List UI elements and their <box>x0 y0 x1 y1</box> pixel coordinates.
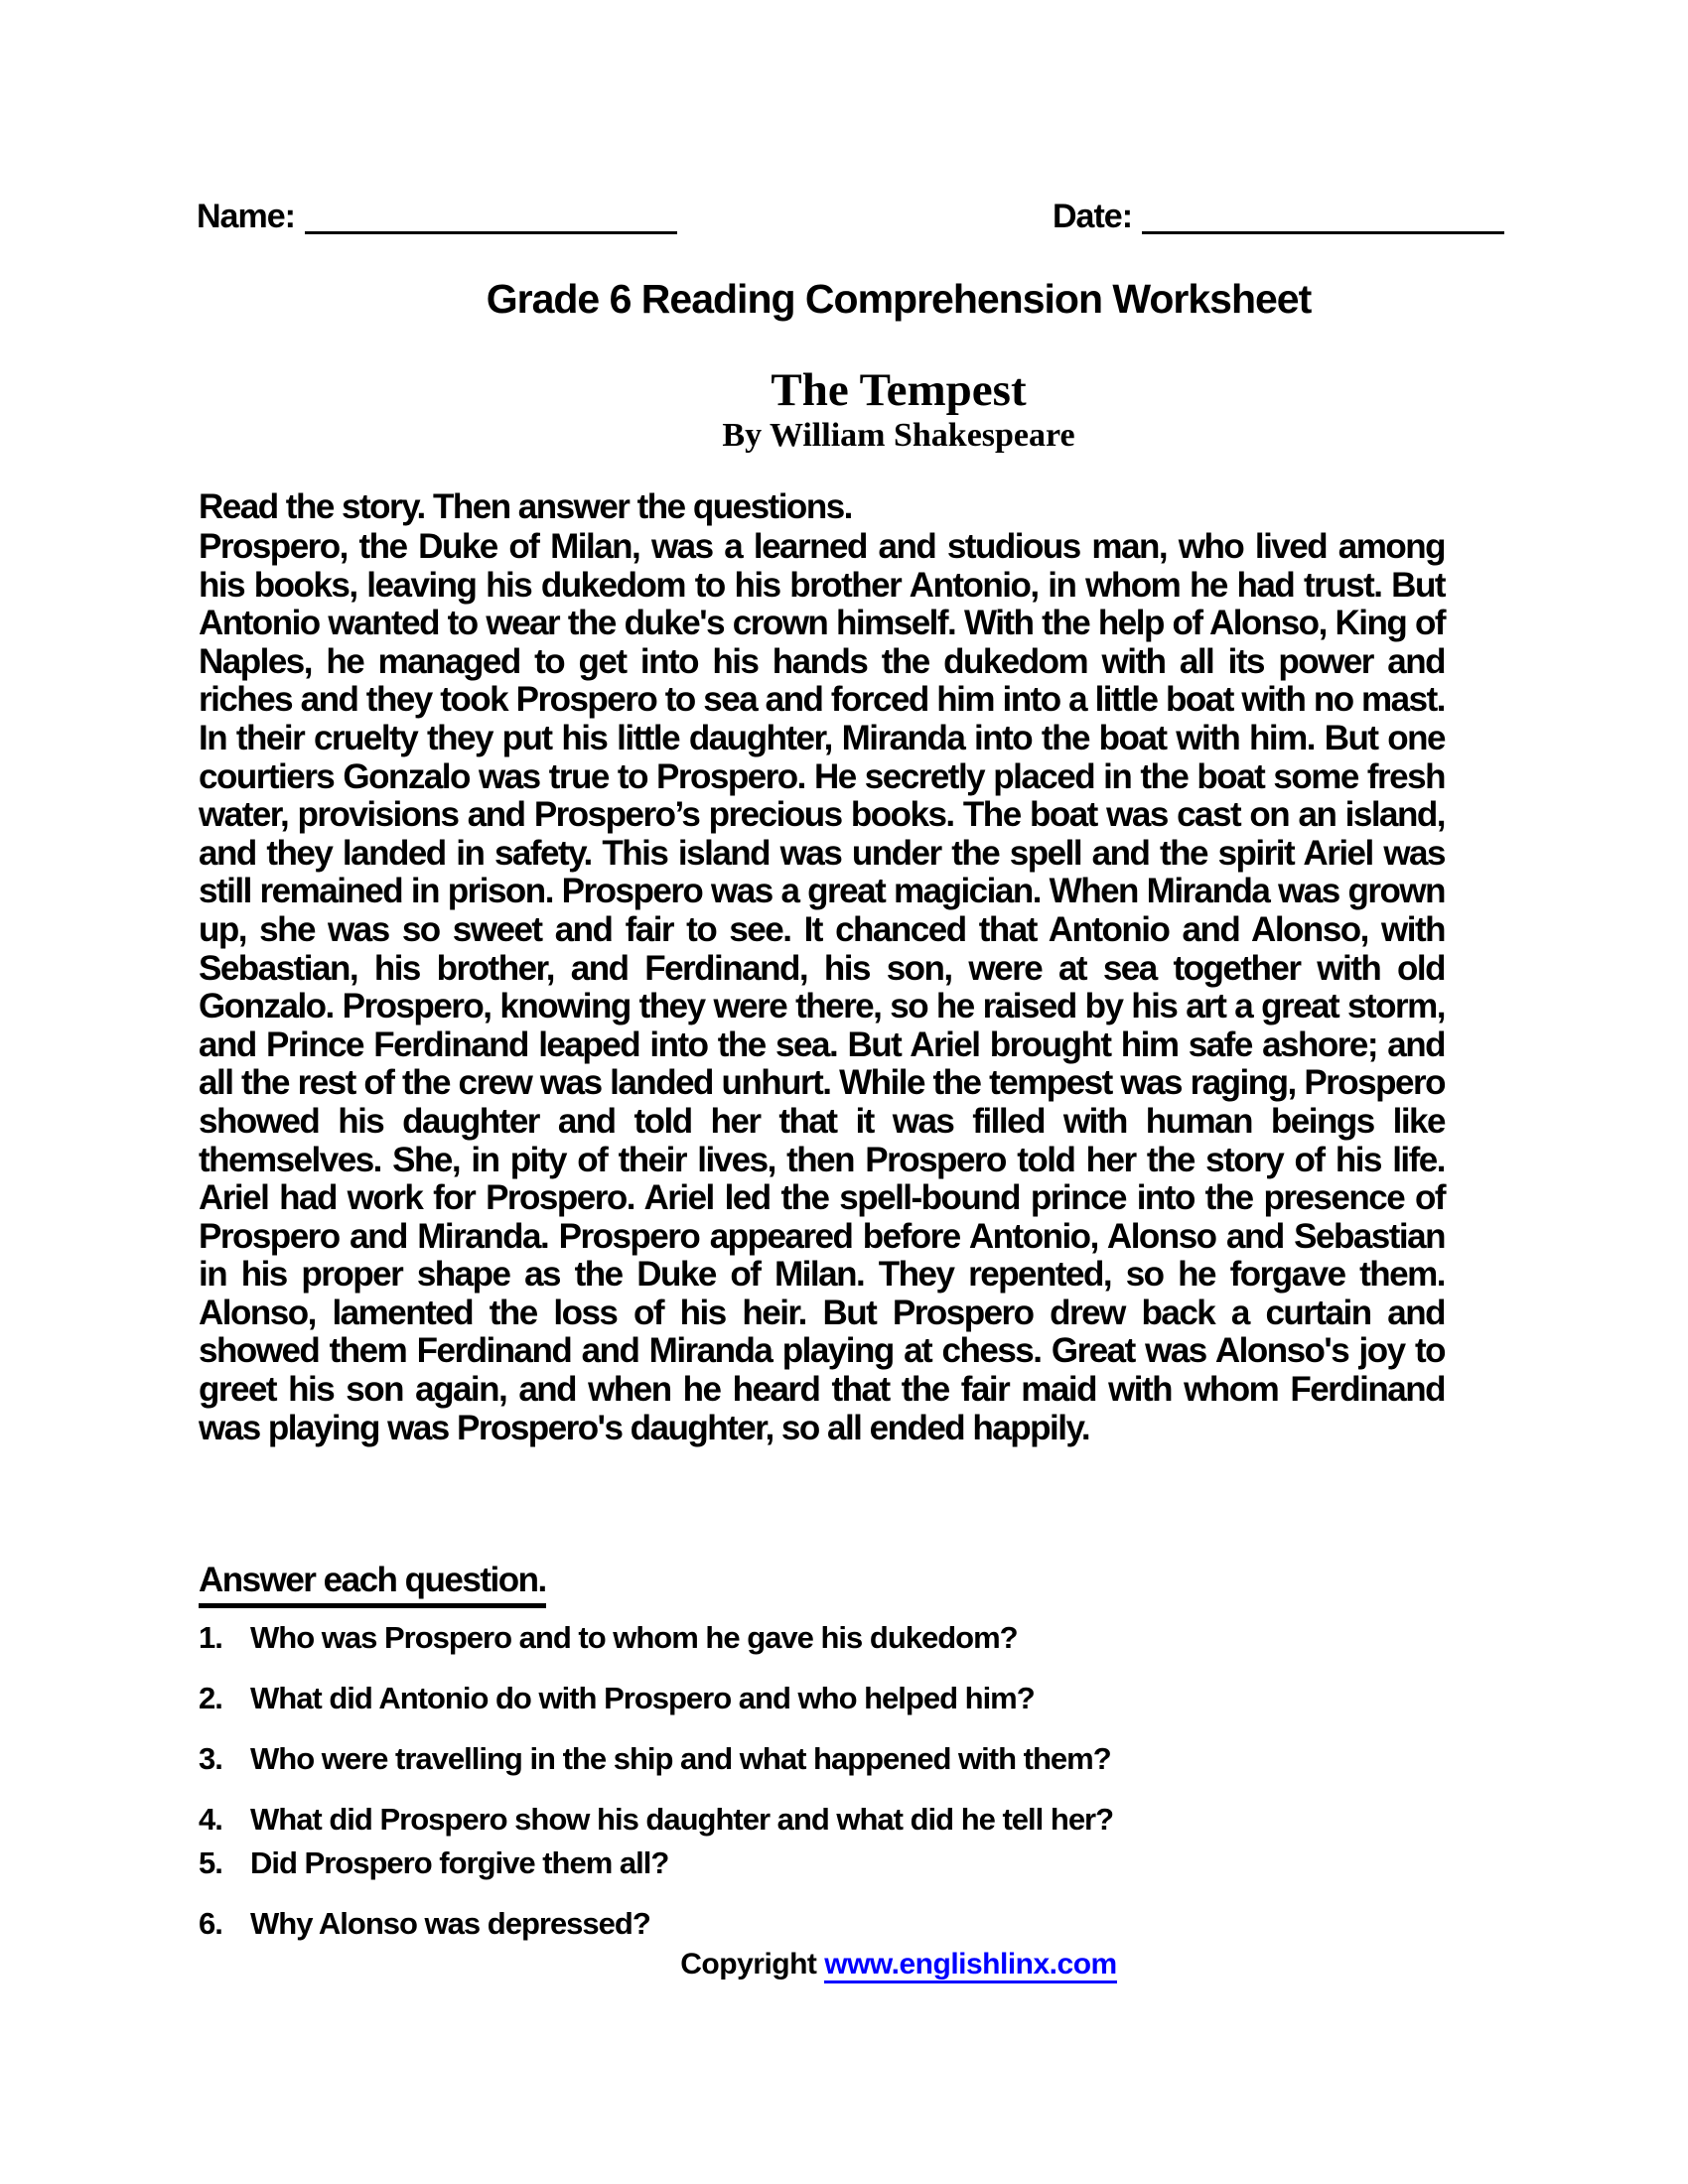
question-text: What did Prospero show his daughter and what did he tell her? <box>250 1802 1114 1837</box>
questions-heading: Answer each question. <box>199 1561 546 1608</box>
question-number: 5. <box>199 1845 222 1880</box>
question-item-2 <box>199 1679 1489 1718</box>
copyright-label: Copyright <box>680 1948 825 1980</box>
date-field <box>1053 199 1504 234</box>
question-item-3 <box>199 1739 1489 1779</box>
question-item-6 <box>199 1904 1489 1944</box>
questions-list <box>199 1618 1489 1965</box>
question-item-4 <box>199 1800 1489 1840</box>
name-label: Name: <box>197 198 295 235</box>
copyright-footer <box>55 1948 1688 1981</box>
instructions-text: Read the story. Then answer the questions. <box>199 487 852 526</box>
date-label: Date: <box>1053 198 1133 235</box>
question-number: 2. <box>199 1681 222 1715</box>
question-number: 3. <box>199 1741 222 1776</box>
question-text: What did Antonio do with Prospero and who helped him? <box>250 1681 1035 1715</box>
story-title: The Tempest <box>771 364 1027 416</box>
question-number: 1. <box>199 1620 222 1655</box>
question-number: 6. <box>199 1906 222 1941</box>
question-item-1 <box>199 1618 1489 1658</box>
page-title: Grade 6 Reading Comprehension Worksheet <box>486 276 1312 322</box>
question-text: Did Prospero forgive them all? <box>250 1845 669 1880</box>
name-date-row <box>197 199 1507 243</box>
question-number: 4. <box>199 1802 222 1837</box>
question-text: Why Alonso was depressed? <box>250 1906 650 1941</box>
story-paragraph: Prospero, the Duke of Milan, was a learned and studious man, who lived among his books, leaving his dukedom to his brother Antonio, in whom he had trust. But Antonio wanted to wear the duke's crown himself. With the help of Alonso, King of Naples, he managed to get into his hands the dukedom with all its power and riches and they took Prospero to sea and forced him into a little boat with no mast. In their cruelty they put his little daughter, Miranda into the boat with him. But one courtiers Gonzalo was true to Prospero. He secretly placed in the boat some fresh water, provisions and Prospero’s precious books. The boat was cast on an island, and they landed in safety. This island was under the spell and the spirit Ariel was still remained in prison. Prospero was a great magician. When Miranda was grown up, she was so sweet and fair to see. It chanced that Antonio and Alonso, with Sebastian, his brother, and Ferdinand, his son, were at sea together with old Gonzalo. Prospero, knowing they were there, so he raised by his art a great storm, and Prince Ferdinand leaped into the sea. But Ariel brought him safe ashore; and all the rest of the crew was landed unhurt. While the tempest was raging, Prospero showed his daughter and told her that it was filled with human beings like themselves. She, in pity of their lives, then Prospero told her the story of his life. Ariel had work for Prospero. Ariel led the spell-bound prince into the presence of Prospero and Miranda. Prospero appeared before Antonio, Alonso and Sebastian in his proper shape as the Duke of Milan. They repented, so he forgave them. Alonso, lamented the loss of his heir. But Prospero drew back a curtain and showed them Ferdinand and Miranda playing at chess. Great was Alonso's joy to greet his son again, and when he heard that the fair maid with whom Ferdinand was playing was Prospero's daughter, so all ended happily. <box>199 527 1445 1447</box>
story-author: By William Shakespeare <box>722 417 1075 454</box>
question-text: Who were travelling in the ship and what happened with them? <box>250 1741 1111 1776</box>
name-blank-line <box>305 202 677 234</box>
question-text: Who was Prospero and to whom he gave his dukedom? <box>250 1620 1018 1655</box>
question-item-5 <box>199 1843 1489 1883</box>
date-blank-line <box>1142 202 1504 234</box>
name-field <box>197 199 677 234</box>
copyright-link[interactable]: www.englishlinx.com <box>824 1948 1116 1983</box>
